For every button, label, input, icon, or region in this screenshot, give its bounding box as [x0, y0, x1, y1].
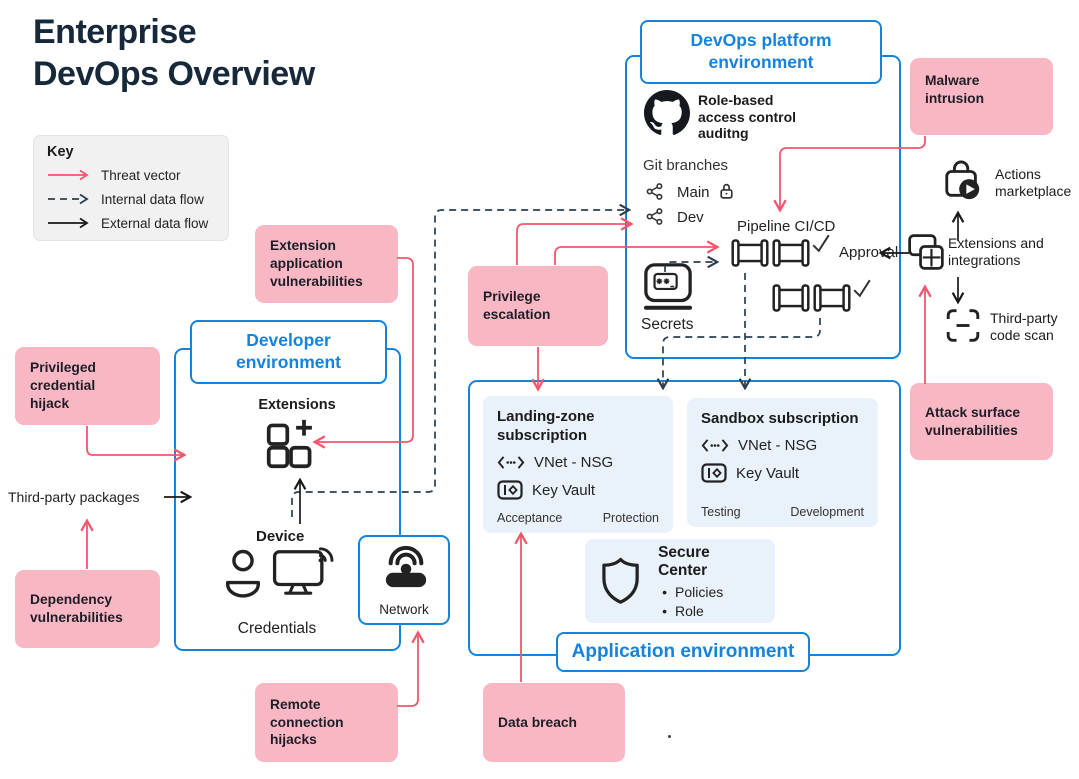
internal-data-flow-arrow-icon: [47, 193, 91, 205]
secure-center-card: [585, 539, 775, 623]
branch-main-label: Main: [677, 184, 710, 201]
sandbox-tags: Testing Development: [701, 505, 864, 519]
extensions-integrations-label: Extensions and integrations: [948, 235, 1044, 268]
check-icon: [852, 278, 872, 298]
key-vault-icon: [497, 480, 523, 500]
vnet-nsg-row: VNet - NSG: [497, 454, 659, 471]
sandbox-title: Sandbox subscription: [701, 410, 859, 427]
threat-line-privileged-credential: [87, 426, 183, 455]
approval-label: Approval: [839, 244, 899, 261]
stray-dot: [668, 735, 671, 738]
check-icon: [811, 233, 831, 253]
actions-marketplace-icon: [942, 160, 984, 204]
threat-line-privilege-escalation-dev: [517, 224, 630, 265]
credentials-label: Credentials: [237, 620, 317, 637]
secure-center-bullets: • Policies • Role: [658, 584, 761, 619]
legend-box: [33, 135, 229, 241]
secure-center-title: Secure Center: [658, 543, 710, 579]
key-vault-row: Key Vault: [701, 463, 864, 483]
pipeline-stage-icon: [772, 238, 810, 268]
threat-vector-arrow-icon: [47, 169, 91, 181]
git-branches-heading: Git branches: [643, 157, 729, 174]
legend-heading: Key: [47, 144, 74, 160]
application-environment-label: Application environment: [556, 632, 810, 672]
pipeline-stage-icon: [813, 283, 851, 313]
secrets-icon: [641, 262, 695, 312]
pipeline-title: Pipeline CI/CD: [737, 218, 836, 235]
threat-remote-connection-hijacks: Remote connection hijacks: [255, 683, 398, 762]
network-label: Network: [379, 602, 429, 617]
landing-zone-tags: Acceptance Protection: [497, 511, 659, 525]
extensions-integrations-icon: [906, 231, 946, 273]
vnet-nsg-row: VNet - NSG: [701, 437, 864, 454]
github-icon: [644, 90, 690, 136]
secrets-label: Secrets: [641, 316, 694, 333]
threat-extension-application-vulnerabilities: Extension application vulnerabilities: [255, 225, 398, 303]
legend-item-threat: Threat vector: [47, 166, 181, 184]
page-title: Enterprise DevOps Overview: [33, 13, 315, 93]
legend-item-internal: Internal data flow: [47, 190, 204, 208]
landing-zone-subscription-card: [483, 396, 673, 533]
third-party-code-scan-icon: [944, 307, 982, 344]
key-vault-row: Key Vault: [497, 480, 659, 500]
threat-dependency-vulnerabilities: Dependency vulnerabilities: [15, 570, 160, 648]
developer-environment-header: Developer environment: [190, 320, 387, 384]
device-label: Device: [256, 528, 305, 545]
landing-zone-title: Landing-zone subscription: [497, 408, 595, 444]
branch-dev-label: Dev: [677, 209, 704, 226]
third-party-packages-label: Third-party packages: [8, 489, 140, 505]
key-vault-icon: [701, 463, 727, 483]
extensions-label: Extensions: [258, 397, 336, 413]
threat-attack-surface-vulnerabilities: Attack surface vulnerabilities: [910, 383, 1053, 460]
vnet-icon: [497, 455, 525, 470]
devops-platform-header: DevOps platform environment: [640, 20, 882, 84]
extensions-icon: [263, 418, 319, 470]
vnet-icon: [701, 438, 729, 453]
threat-data-breach: Data breach: [483, 683, 625, 762]
person-icon: [222, 548, 264, 598]
git-branch-icon-dev: [646, 208, 663, 225]
external-data-flow-arrow-icon: [47, 217, 91, 229]
legend-item-external: External data flow: [47, 214, 208, 232]
shield-icon: [599, 556, 642, 606]
device-monitor-icon: [272, 544, 336, 598]
lock-icon: [718, 182, 735, 200]
github-caption: Role-based access control auditng: [698, 92, 797, 141]
network-router-icon: [381, 545, 431, 591]
sandbox-subscription-card: [687, 398, 878, 527]
threat-malware-intrusion: Malware intrusion: [910, 58, 1053, 135]
pipeline-stage-icon: [731, 238, 769, 268]
threat-privileged-credential-hijack: Privileged credential hijack: [15, 347, 160, 425]
third-party-code-scan-label: Third-party code scan: [990, 310, 1058, 343]
actions-marketplace-label: Actions marketplace: [995, 166, 1072, 199]
network-node: [358, 535, 450, 625]
git-branch-icon-main: [646, 183, 663, 200]
pipeline-stage-icon: [772, 283, 810, 313]
threat-privilege-escalation: Privilege escalation: [468, 266, 608, 346]
